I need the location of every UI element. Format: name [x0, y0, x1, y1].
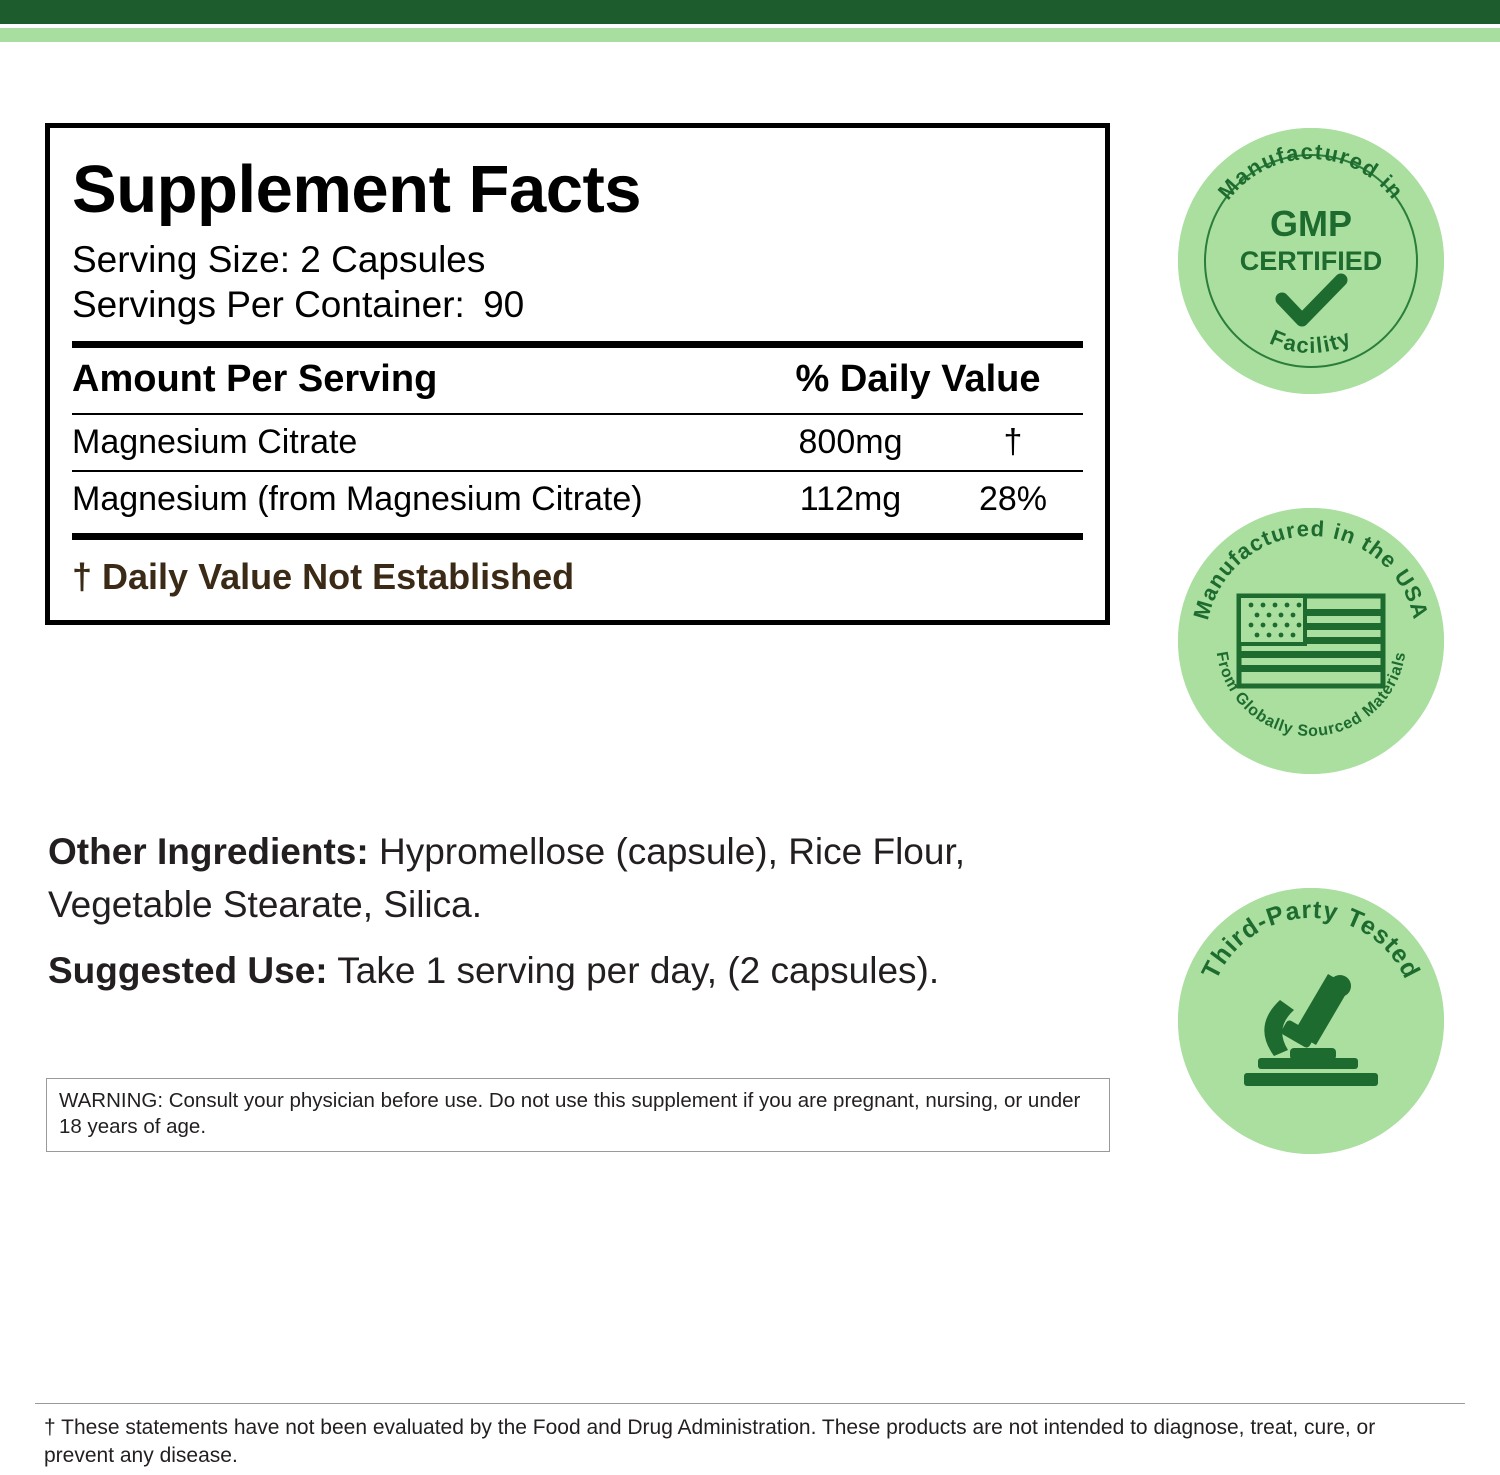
column-header-amount: Amount Per Serving [72, 358, 438, 401]
disclaimer-divider [35, 1403, 1465, 1404]
servings-per-container-label: Servings Per Container: [72, 284, 465, 326]
serving-size-line [72, 237, 1083, 282]
svg-text:GMP: GMP [1269, 203, 1353, 244]
other-ingredients-text: Hypromellose (capsule), Rice Flour, Vegetable Stearate, Silica. [48, 831, 966, 925]
divider-thick-top [72, 341, 1083, 348]
badge-third-party-tested [1178, 888, 1444, 1154]
suggested-use-label: Suggested Use: [48, 950, 328, 991]
suggested-use [48, 945, 1058, 998]
supplement-facts-panel [45, 123, 1110, 625]
servings-per-container-line [72, 282, 1083, 327]
serving-size-label: Serving Size: [72, 239, 290, 280]
badge-made-in-usa [1178, 508, 1444, 774]
table-row [72, 415, 1083, 470]
warning-box [46, 1078, 1110, 1152]
nutrient-daily-value: 28% [978, 480, 1048, 519]
nutrient-daily-value: † [1003, 423, 1023, 462]
supplement-facts-title: Supplement Facts [72, 152, 642, 227]
suggested-use-text: Take 1 serving per day, (2 capsules). [337, 950, 940, 991]
svg-text:From Globally Sourced Material: From Globally Sourced Materials [1212, 650, 1410, 741]
badge-gmp-certified [1178, 128, 1444, 394]
top-light-bar [0, 28, 1500, 42]
fda-disclaimer: † These statements have not been evaluated by the Food and Drug Administration. These products are not intended to diagnose, treat, cure, or prevent any disease. [44, 1416, 1376, 1467]
nutrient-amount: 800mg [798, 423, 903, 462]
other-ingredients [48, 826, 1058, 931]
svg-text:Manufactured in the USA: Manufactured in the USA [1188, 515, 1434, 623]
nutrient-amount: 112mg [799, 480, 902, 519]
svg-text:Facility: Facility [1266, 324, 1356, 359]
nutrient-name: Magnesium Citrate [72, 423, 358, 462]
other-ingredients-label: Other Ingredients: [48, 831, 369, 872]
top-dark-bar [0, 0, 1500, 24]
nutrient-name: Magnesium (from Magnesium Citrate) [72, 480, 643, 519]
svg-text:Third-Party Tested: Third-Party Tested [1196, 895, 1426, 984]
servings-per-container-value: 90 [483, 284, 525, 326]
table-header-row [72, 348, 1083, 413]
warning-text: WARNING: Consult your physician before use. Do not use this supplement if you are pregnant, nursing, or under 18 years of age. [59, 1089, 1081, 1139]
daily-value-footnote: † Daily Value Not Established [72, 556, 575, 598]
svg-text:CERTIFIED: CERTIFIED [1239, 246, 1383, 276]
table-row [72, 472, 1083, 527]
serving-size-value: 2 Capsules [300, 239, 486, 280]
divider-thick-bottom [72, 533, 1083, 540]
column-header-daily-value: % Daily Value [795, 358, 1041, 401]
svg-text:Manufactured in: Manufactured in [1212, 138, 1410, 205]
